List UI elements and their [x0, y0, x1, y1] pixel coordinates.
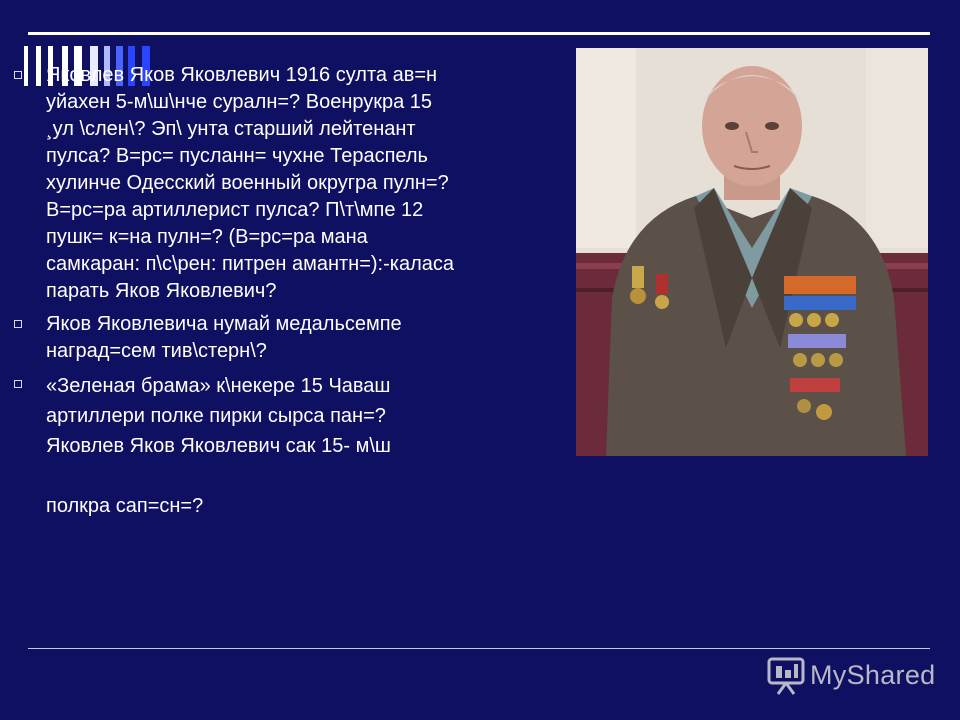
- list-item: [12, 311, 552, 365]
- list-item: [12, 62, 552, 305]
- logo-text: MyShared: [810, 660, 936, 690]
- square-bullet-icon: [14, 320, 22, 328]
- square-bullet-icon: [14, 71, 22, 79]
- bullet-text: Яков Яковлевича нумай медальсемпе наград=сем тив\стерн\?: [46, 313, 402, 362]
- bottom-divider: [28, 648, 930, 649]
- myshared-logo[interactable]: [766, 656, 942, 696]
- veteran-photo: [576, 48, 928, 456]
- top-divider: [28, 32, 930, 35]
- bullet-list: [12, 62, 552, 527]
- square-bullet-icon: [14, 380, 22, 388]
- veteran-portrait-image: [576, 48, 928, 456]
- list-item: [12, 371, 552, 521]
- presentation-screen-icon: [766, 656, 806, 696]
- bullet-text: «Зеленая брама» к\некере 15 Чаваш артиллери полке пирки сырса пан=? Яковлев Яков Яковлевич сак 15- м\ш полкра сап=сн=?: [46, 375, 391, 517]
- bullet-text: Яковлев Яков Яковлевич 1916 султа ав=н уйахен 5-м\ш\нче суралн=? Военрукра 15 ¸ул \слен\? Эп\ унта старший лейтенант пулса? В=рс= пусланн= чухне Тераспель хулинче Одесский военный округра пулн=? В=рс=ра артиллерист пулса? П\т\мпе 12 пушк= к=на пулн=? (В=рс=ра мана самкаран: п\с\рен: питрен амантн=):-каласа парать Яков Яковлевич?: [46, 64, 454, 302]
